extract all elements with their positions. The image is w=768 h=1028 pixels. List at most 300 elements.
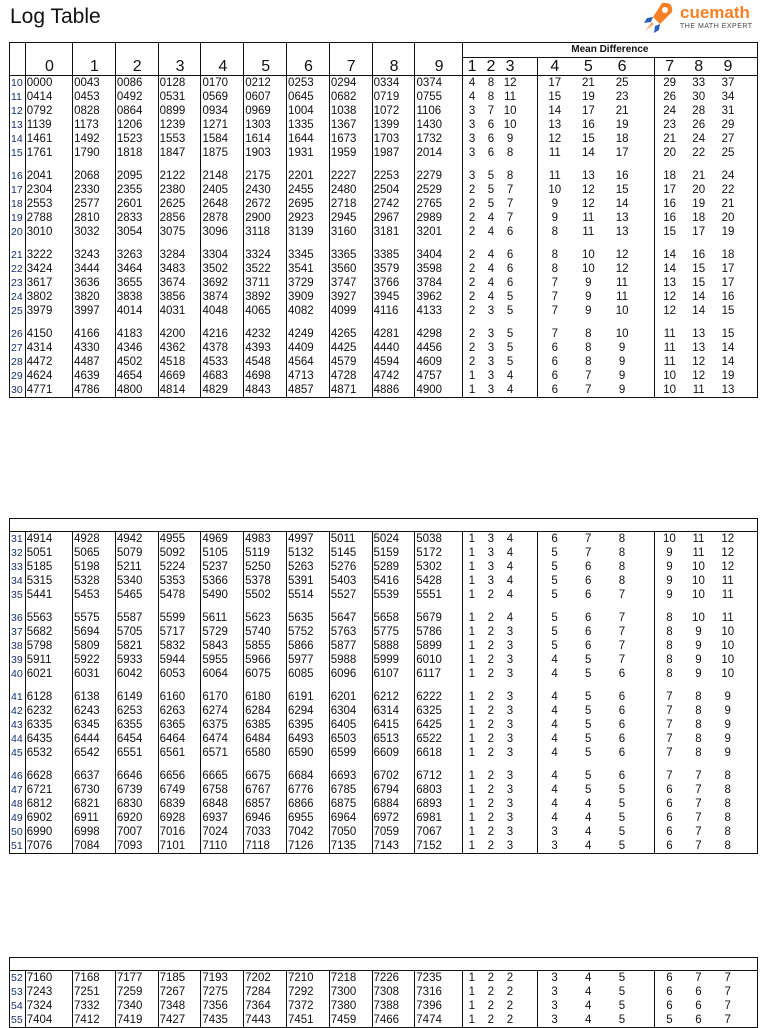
blank-cell bbox=[605, 160, 639, 169]
blank-cell bbox=[25, 602, 72, 611]
mean-difference-value: 8 bbox=[724, 784, 731, 796]
mean-difference-value: 3 bbox=[506, 840, 514, 852]
blank-cell bbox=[684, 681, 713, 690]
mean-difference-value: 17 bbox=[655, 183, 684, 197]
log-value: 4281 bbox=[372, 327, 415, 341]
table-row bbox=[10, 839, 758, 854]
log-value: 3385 bbox=[372, 248, 415, 262]
mean-difference-value: 15 bbox=[692, 277, 706, 289]
log-value: 6232 bbox=[25, 704, 72, 718]
log-value: 6946 bbox=[244, 811, 287, 825]
blank-cell bbox=[538, 318, 572, 327]
spacer-cell bbox=[742, 690, 757, 704]
row-number: 51 bbox=[10, 839, 26, 854]
mean-difference-value: 12 bbox=[548, 133, 562, 145]
mean-difference-value: 5 bbox=[584, 668, 592, 680]
mean-difference-value: 10 bbox=[721, 626, 735, 638]
spacer-cell bbox=[639, 183, 655, 197]
table-row bbox=[10, 383, 758, 398]
mean-difference-value: 8 bbox=[618, 561, 626, 573]
log-value: 0492 bbox=[115, 90, 158, 104]
mean-difference-value: 8 bbox=[655, 639, 684, 653]
md-digit-header: 3 bbox=[501, 58, 520, 76]
log-value: 2355 bbox=[115, 183, 158, 197]
log-value: 2989 bbox=[415, 211, 462, 225]
spacer-cell bbox=[519, 560, 537, 574]
log-value: 6920 bbox=[115, 811, 158, 825]
mean-difference-value: 3 bbox=[551, 826, 558, 838]
table-row bbox=[10, 183, 758, 197]
spacer-cell bbox=[639, 625, 655, 639]
spacer-cell bbox=[743, 304, 758, 318]
log-value: 5694 bbox=[73, 625, 116, 639]
spacer-cell bbox=[519, 546, 537, 560]
log-value: 6848 bbox=[201, 797, 244, 811]
mean-difference-value: 1 bbox=[468, 747, 476, 759]
log-value: 3483 bbox=[158, 262, 201, 276]
blank-cell bbox=[201, 160, 244, 169]
mean-difference-value: 4 bbox=[487, 226, 495, 238]
mean-difference-value: 17 bbox=[721, 277, 735, 289]
log-value: 5119 bbox=[244, 546, 287, 560]
spacer-cell bbox=[639, 811, 655, 825]
mean-difference-value: 14 bbox=[581, 147, 595, 159]
spacer-cell bbox=[520, 248, 538, 262]
mean-difference-value: 5 bbox=[584, 654, 592, 666]
mean-difference-value: 4 bbox=[487, 212, 495, 224]
mean-difference-value: 8 bbox=[655, 625, 684, 639]
spacer-cell bbox=[742, 588, 757, 602]
mean-difference-value: 2 bbox=[487, 668, 494, 680]
log-value: 6990 bbox=[25, 825, 72, 839]
log-value: 2201 bbox=[287, 169, 330, 183]
log-value: 6395 bbox=[286, 718, 329, 732]
mean-difference-value: 3 bbox=[506, 705, 514, 717]
spacer-cell bbox=[639, 971, 655, 986]
blank-cell bbox=[158, 239, 201, 248]
spacer-cell bbox=[519, 718, 537, 732]
mean-difference-value: 11 bbox=[721, 612, 734, 624]
log-value: 6693 bbox=[329, 769, 372, 783]
blank-cell bbox=[605, 681, 639, 690]
log-value: 4183 bbox=[115, 327, 158, 341]
log-value: 3181 bbox=[372, 225, 415, 239]
blank-cell bbox=[684, 760, 713, 769]
row-number: 13 bbox=[10, 118, 26, 132]
mean-difference-value: 4 bbox=[584, 1000, 592, 1012]
spacer-cell bbox=[639, 239, 655, 248]
spacer-cell bbox=[639, 611, 655, 625]
log-value: 6665 bbox=[201, 769, 244, 783]
spacer-cell bbox=[742, 532, 757, 547]
log-value: 6522 bbox=[415, 732, 462, 746]
log-value: 5391 bbox=[286, 574, 329, 588]
table-row bbox=[10, 276, 758, 290]
row-number: 47 bbox=[10, 783, 26, 797]
log-value: 5635 bbox=[286, 611, 329, 625]
spacer-cell bbox=[743, 169, 758, 183]
table-row bbox=[10, 248, 758, 262]
spacer-cell bbox=[520, 211, 538, 225]
log-value: 5763 bbox=[329, 625, 372, 639]
mean-difference-value: 19 bbox=[581, 91, 595, 103]
log-value: 2742 bbox=[372, 197, 415, 211]
spacer-cell bbox=[520, 304, 538, 318]
mean-difference-value: 4 bbox=[487, 249, 495, 261]
mean-difference-value: 17 bbox=[581, 105, 595, 117]
mean-difference-value: 12 bbox=[692, 370, 706, 382]
log-value: 3324 bbox=[244, 248, 287, 262]
mean-difference-value: 9 bbox=[585, 277, 592, 289]
md-digit-header: 9 bbox=[713, 58, 742, 76]
mean-difference-value: 6 bbox=[618, 691, 626, 703]
mean-difference-value: 21 bbox=[581, 77, 595, 89]
row-number: 14 bbox=[10, 132, 26, 146]
log-value: 6415 bbox=[372, 718, 415, 732]
log-value: 1614 bbox=[244, 132, 287, 146]
mean-difference-value: 1 bbox=[468, 561, 476, 573]
log-value: 5172 bbox=[415, 546, 462, 560]
log-value: 2765 bbox=[415, 197, 462, 211]
log-value: 4969 bbox=[201, 532, 244, 547]
mean-difference-value: 5 bbox=[506, 356, 514, 368]
mean-difference-value: 3 bbox=[468, 105, 476, 117]
blank-cell bbox=[25, 160, 72, 169]
mean-difference-value: 5 bbox=[584, 719, 592, 731]
logo-wordmark: cuemath bbox=[680, 3, 750, 22]
table-row bbox=[10, 690, 758, 704]
mean-difference-value: 11 bbox=[655, 341, 684, 355]
log-value: 4669 bbox=[158, 369, 201, 383]
log-value: 4698 bbox=[244, 369, 287, 383]
log-value: 5038 bbox=[415, 532, 462, 547]
row-number: 18 bbox=[10, 197, 26, 211]
log-value: 6149 bbox=[115, 690, 158, 704]
blank-cell bbox=[684, 318, 713, 327]
log-value: 6464 bbox=[158, 732, 201, 746]
blank-cell bbox=[158, 602, 201, 611]
log-value: 3424 bbox=[25, 262, 72, 276]
log-value: 2625 bbox=[158, 197, 201, 211]
mean-difference-value: 3 bbox=[506, 798, 514, 810]
log-value: 4133 bbox=[415, 304, 462, 318]
mean-difference-value: 11 bbox=[616, 291, 629, 303]
spacer-cell bbox=[639, 160, 655, 169]
log-value: 5563 bbox=[25, 611, 72, 625]
mean-difference-value: 14 bbox=[721, 342, 735, 354]
blank-cell bbox=[500, 681, 519, 690]
mean-difference-value: 9 bbox=[585, 291, 592, 303]
blank-cell bbox=[10, 602, 26, 611]
log-value: 4871 bbox=[329, 383, 372, 398]
log-value: 3617 bbox=[25, 276, 72, 290]
mean-difference-value: 9 bbox=[618, 370, 626, 382]
spacer-cell bbox=[519, 588, 537, 602]
log-value: 5647 bbox=[329, 611, 372, 625]
mean-difference-value: 4 bbox=[468, 91, 476, 103]
spacer-cell bbox=[519, 839, 537, 854]
log-value: 5065 bbox=[73, 546, 116, 560]
mean-difference-value: 8 bbox=[487, 91, 495, 103]
log-value: 3284 bbox=[158, 248, 201, 262]
log-value: 1847 bbox=[158, 146, 201, 160]
log-value: 2227 bbox=[329, 169, 372, 183]
log-value: 5587 bbox=[115, 611, 158, 625]
mean-difference-value: 2 bbox=[468, 277, 476, 289]
log-value: 6532 bbox=[25, 746, 72, 760]
log-value: 7143 bbox=[372, 839, 415, 854]
spacer-cell bbox=[742, 811, 757, 825]
spacer-cell bbox=[742, 760, 757, 769]
log-value: 7110 bbox=[201, 839, 244, 854]
mean-difference-value: 19 bbox=[692, 198, 706, 210]
table-row bbox=[10, 290, 758, 304]
log-value: 7380 bbox=[329, 999, 372, 1013]
mean-difference-value: 13 bbox=[721, 384, 735, 396]
mean-difference-value: 6 bbox=[584, 626, 592, 638]
log-value: 4683 bbox=[201, 369, 244, 383]
log-value: 2148 bbox=[201, 169, 244, 183]
log-value: 7152 bbox=[415, 839, 462, 854]
row-number: 27 bbox=[10, 341, 26, 355]
blank-cell bbox=[571, 318, 605, 327]
log-value: 6749 bbox=[158, 783, 201, 797]
blank-cell bbox=[115, 43, 158, 58]
mean-difference-value: 3 bbox=[551, 972, 558, 984]
mean-difference-value: 4 bbox=[551, 798, 558, 810]
mean-difference-value: 18 bbox=[692, 212, 706, 224]
spacer-cell bbox=[520, 369, 538, 383]
blank-cell bbox=[287, 160, 330, 169]
log-value: 2648 bbox=[201, 197, 244, 211]
mean-difference-value: 20 bbox=[655, 146, 684, 160]
mean-difference-value: 11 bbox=[582, 212, 595, 224]
log-value: 2455 bbox=[287, 183, 330, 197]
mean-difference-value: 3 bbox=[551, 986, 558, 998]
blank-cell bbox=[571, 602, 605, 611]
log-value: 5198 bbox=[73, 560, 116, 574]
mean-difference-value: 30 bbox=[692, 91, 706, 103]
mean-difference-value: 17 bbox=[548, 77, 562, 89]
spacer-cell bbox=[520, 169, 538, 183]
log-value: 6580 bbox=[244, 746, 287, 760]
md-digit-header: 7 bbox=[655, 58, 684, 76]
log-value: 2041 bbox=[25, 169, 72, 183]
mean-difference-value: 9 bbox=[695, 654, 702, 666]
log-value: 3674 bbox=[158, 276, 201, 290]
digit-header: 0 bbox=[25, 58, 72, 76]
mean-difference-value: 5 bbox=[551, 626, 558, 638]
log-value: 5623 bbox=[244, 611, 287, 625]
log-value: 3560 bbox=[329, 262, 372, 276]
mean-difference-value: 5 bbox=[551, 547, 558, 559]
log-value: 6981 bbox=[415, 811, 462, 825]
spacer-cell bbox=[639, 383, 655, 398]
spacer-cell bbox=[639, 783, 655, 797]
log-value: 6010 bbox=[415, 653, 462, 667]
spacer-cell bbox=[742, 718, 757, 732]
log-value: 5237 bbox=[201, 560, 244, 574]
log-value: 5752 bbox=[286, 625, 329, 639]
row-number: 38 bbox=[10, 639, 26, 653]
log-value: 4472 bbox=[25, 355, 72, 369]
log-value: 3692 bbox=[201, 276, 244, 290]
log-value: 2430 bbox=[244, 183, 287, 197]
row-number: 15 bbox=[10, 146, 26, 160]
blank-cell bbox=[10, 318, 26, 327]
blank-cell bbox=[655, 318, 684, 327]
log-value: 4829 bbox=[201, 383, 244, 398]
mean-difference-value: 4 bbox=[584, 826, 592, 838]
mean-difference-value: 10 bbox=[655, 369, 684, 383]
log-value: 3464 bbox=[115, 262, 158, 276]
mean-difference-value: 2 bbox=[487, 784, 494, 796]
spacer-cell bbox=[639, 262, 655, 276]
spacer-cell bbox=[742, 574, 757, 588]
spacer-cell bbox=[742, 769, 757, 783]
row-number: 16 bbox=[10, 169, 26, 183]
mean-difference-value: 6 bbox=[618, 705, 626, 717]
blank-cell bbox=[244, 602, 287, 611]
table-row bbox=[10, 90, 758, 104]
mean-difference-value: 1 bbox=[468, 612, 476, 624]
spacer-cell bbox=[639, 197, 655, 211]
spacer-cell bbox=[639, 104, 655, 118]
log-value: 3054 bbox=[115, 225, 158, 239]
spacer-cell bbox=[639, 369, 655, 383]
log-value: 4728 bbox=[329, 369, 372, 383]
spacer-cell bbox=[742, 653, 757, 667]
log-value: 7033 bbox=[244, 825, 287, 839]
mean-difference-value: 7 bbox=[551, 277, 559, 289]
spacer-cell bbox=[639, 327, 655, 341]
mean-difference-value: 2 bbox=[506, 1014, 514, 1026]
table-row bbox=[10, 211, 758, 225]
row-number: 45 bbox=[10, 746, 26, 760]
log-value: 3222 bbox=[25, 248, 72, 262]
log-value: 7235 bbox=[415, 971, 462, 986]
log-value: 7135 bbox=[329, 839, 372, 854]
spacer-cell bbox=[742, 704, 757, 718]
mean-difference-value: 23 bbox=[615, 91, 629, 103]
blank-cell bbox=[201, 43, 244, 58]
blank-cell bbox=[415, 760, 462, 769]
log-value: 5092 bbox=[158, 546, 201, 560]
spacer-cell bbox=[742, 985, 757, 999]
log-value: 6274 bbox=[201, 704, 244, 718]
log-value: 4265 bbox=[329, 327, 372, 341]
mean-difference-value: 2 bbox=[487, 986, 494, 998]
mean-difference-value: 7 bbox=[695, 826, 702, 838]
log-value: 7243 bbox=[25, 985, 72, 999]
log-value: 0043 bbox=[73, 76, 116, 91]
blank-cell bbox=[655, 602, 684, 611]
log-value: 3263 bbox=[115, 248, 158, 262]
log-value: 1673 bbox=[329, 132, 372, 146]
log-value: 0086 bbox=[115, 76, 158, 91]
group-gap-row bbox=[10, 318, 758, 327]
log-value: 6107 bbox=[372, 667, 415, 681]
log-value: 5679 bbox=[415, 611, 462, 625]
log-value: 6551 bbox=[115, 746, 158, 760]
log-value: 4330 bbox=[73, 341, 116, 355]
spacer-cell bbox=[639, 169, 655, 183]
log-value: 1335 bbox=[287, 118, 330, 132]
mean-difference-value: 1 bbox=[468, 589, 476, 601]
spacer-cell bbox=[743, 197, 758, 211]
spacer-cell bbox=[639, 639, 655, 653]
mean-difference-value: 4 bbox=[506, 589, 514, 601]
log-value: 7300 bbox=[329, 985, 372, 999]
log-value: 6928 bbox=[158, 811, 201, 825]
mean-difference-value: 3 bbox=[506, 770, 514, 782]
log-value: 6117 bbox=[415, 667, 462, 681]
spacer-cell bbox=[743, 58, 758, 76]
mean-difference-value: 16 bbox=[655, 211, 684, 225]
mean-difference-value: 22 bbox=[692, 147, 706, 159]
mean-difference-value: 3 bbox=[487, 561, 494, 573]
table-row bbox=[10, 574, 758, 588]
log-value: 5798 bbox=[25, 639, 72, 653]
mean-difference-value: 3 bbox=[506, 654, 514, 666]
blank-cell bbox=[713, 239, 742, 248]
mean-difference-value: 3 bbox=[487, 384, 495, 396]
log-value: 3874 bbox=[201, 290, 244, 304]
log-value: 3096 bbox=[201, 225, 244, 239]
log-value: 6201 bbox=[329, 690, 372, 704]
table-row bbox=[10, 197, 758, 211]
mean-difference-value: 8 bbox=[551, 263, 559, 275]
spacer-cell bbox=[639, 341, 655, 355]
table-row bbox=[10, 132, 758, 146]
log-value: 2529 bbox=[415, 183, 462, 197]
log-value: 6684 bbox=[286, 769, 329, 783]
mean-difference-value: 7 bbox=[618, 626, 626, 638]
mean-difference-value: 5 bbox=[655, 1013, 684, 1028]
spacer-cell bbox=[743, 132, 758, 146]
log-value: 1903 bbox=[244, 146, 287, 160]
mean-difference-value: 12 bbox=[655, 304, 684, 318]
log-value: 4983 bbox=[244, 532, 287, 547]
log-value: 5132 bbox=[286, 546, 329, 560]
log-value: 1206 bbox=[115, 118, 158, 132]
blank-cell bbox=[244, 760, 287, 769]
blank-cell bbox=[158, 681, 201, 690]
mean-difference-value: 1 bbox=[468, 547, 476, 559]
mean-difference-value: 7 bbox=[724, 986, 731, 998]
log-value: 1959 bbox=[329, 146, 372, 160]
log-value: 5302 bbox=[415, 560, 462, 574]
mean-difference-value: 5 bbox=[618, 1000, 626, 1012]
log-value: 5843 bbox=[201, 639, 244, 653]
mean-difference-value: 3 bbox=[487, 305, 495, 317]
spacer-cell bbox=[639, 211, 655, 225]
mean-difference-value: 6 bbox=[655, 797, 684, 811]
mean-difference-value: 13 bbox=[581, 170, 595, 182]
log-value: 2810 bbox=[73, 211, 116, 225]
mean-difference-value: 11 bbox=[655, 327, 684, 341]
log-value: 6064 bbox=[201, 667, 244, 681]
blank-cell bbox=[115, 239, 158, 248]
mean-difference-value: 4 bbox=[551, 654, 558, 666]
log-value: 0607 bbox=[244, 90, 287, 104]
blank-cell bbox=[158, 160, 201, 169]
blank-cell bbox=[462, 160, 481, 169]
spacer-cell bbox=[520, 146, 538, 160]
spacer-cell bbox=[639, 653, 655, 667]
spacer-cell bbox=[742, 999, 757, 1013]
mean-difference-value: 4 bbox=[506, 370, 514, 382]
